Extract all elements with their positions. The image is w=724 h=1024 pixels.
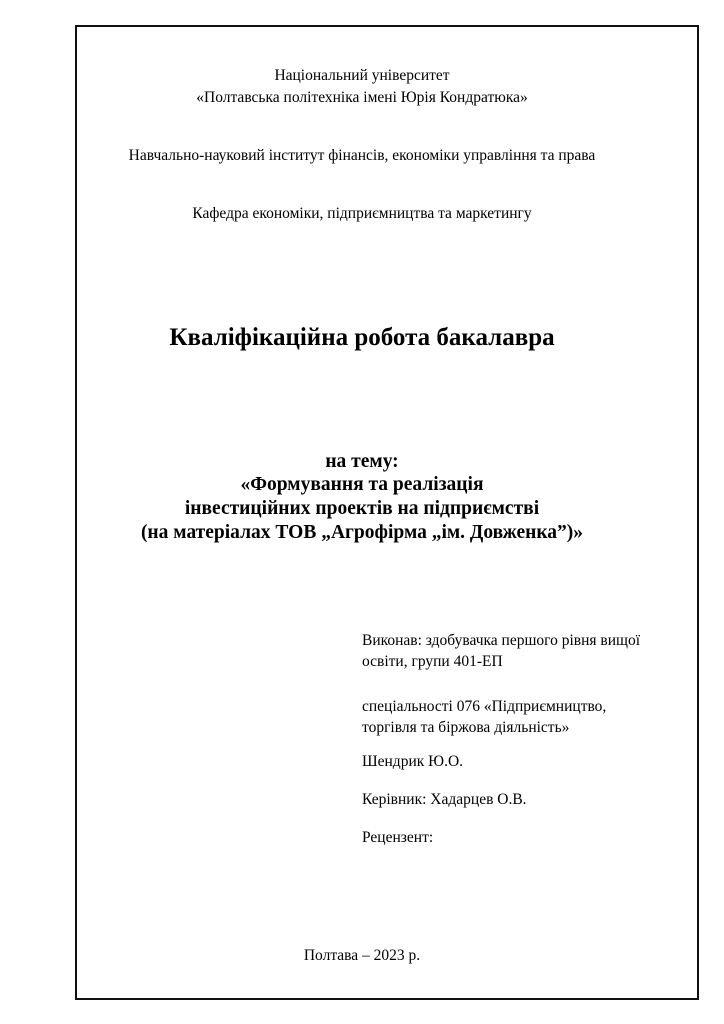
specialty-line-1: спеціальності 076 «Підприємництво, (362, 698, 607, 715)
city-year: Полтава – 2023 р. (303, 947, 421, 964)
university-name: Національний університет (274, 67, 450, 84)
topic-title-line-2: інвестиційних проектів на підприємстві (184, 498, 540, 519)
institute-name: Навчально-науковий інститут фінансів, економіки управління та права (128, 147, 596, 164)
topic-label: на тему: (325, 451, 399, 472)
topic-title-line-1: «Формування та реалізація (240, 474, 484, 495)
performed-by-line-1: Виконав: здобувачка першого рівня вищої (362, 632, 641, 649)
topic-title-line-3: (на матеріалах ТОВ „Агрофірма „ім. Довженка”)» (140, 522, 584, 543)
supervisor: Керівник: Хадарцев О.В. (362, 791, 527, 808)
university-full-name: «Полтавська політехніка імені Юрія Кондратюка» (196, 89, 528, 106)
specialty-line-2: торгівля та біржова діяльність» (362, 719, 570, 736)
reviewer: Рецензент: (362, 829, 434, 846)
department-name: Кафедра економіки, підприємництва та маркетингу (192, 205, 532, 222)
document-title: Кваліфікаційна робота бакалавра (169, 324, 555, 351)
performed-by-line-2: освіти, групи 401-ЕП (362, 653, 503, 670)
student-name: Шендрик Ю.О. (362, 753, 464, 770)
